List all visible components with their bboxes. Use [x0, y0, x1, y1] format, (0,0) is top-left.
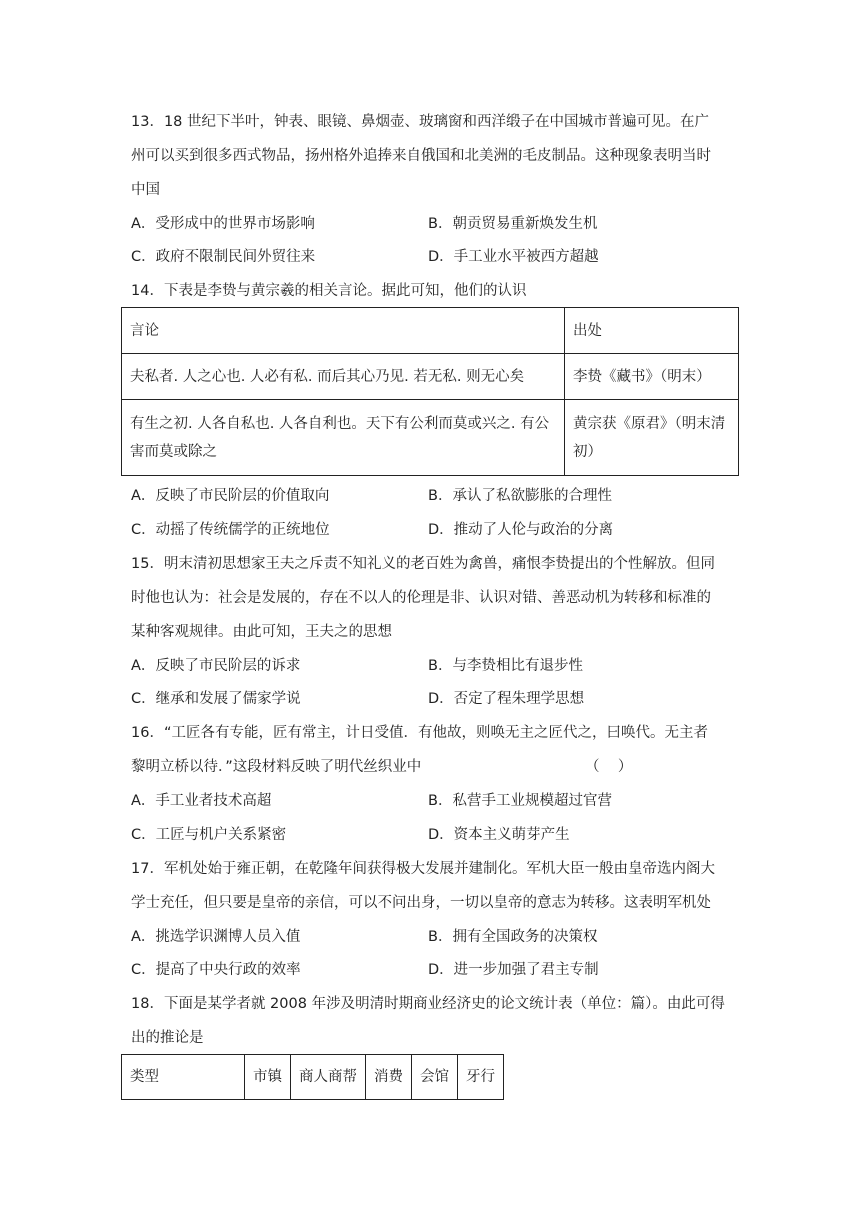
q17-option-d: D．进一步加强了君主专制 [428, 962, 599, 978]
table-header-cell: 类型 [122, 1055, 245, 1100]
table-header-cell: 商人商帮 [291, 1055, 366, 1100]
q14-option-d: D．推动了人伦与政治的分离 [428, 522, 614, 538]
q13-option-a: A．受形成中的世界市场影响 [131, 216, 315, 232]
q15-line-1: 15．明末清初思想家王夫之斥责不知礼义的老百姓为禽兽，痛恨李贽提出的个性解放。但同 [131, 556, 715, 572]
q15-line-2: 时他也认为：社会是发展的，存在不以人的伦理是非、认识对错、善恶动机为转移和标准的 [131, 590, 711, 606]
quote-cell: 夫私者. 人之心也. 人必有私. 而后其心乃见. 若无私. 则无心矣 [122, 354, 565, 400]
source-line: 黄宗获《原君》（明末清 [573, 415, 726, 432]
q16-option-d: D．资本主义萌芽产生 [428, 827, 570, 843]
q13-line-1: 13．18 世纪下半叶，钟表、眼镜、鼻烟壶、玻璃窗和西洋缎子在中国城市普遍可见。在广 [131, 114, 710, 130]
q16-option-c: C．工匠与机户关系紧密 [131, 827, 287, 843]
table-row [122, 354, 739, 400]
quote-cell [122, 400, 565, 476]
q17-option-c: C．提高了中央行政的效率 [131, 962, 301, 978]
source-cell [565, 400, 739, 476]
q14-table [121, 307, 739, 476]
table-header-cell: 出处 [565, 308, 739, 354]
quote-line: 有生之初. 人各自私也. 人各自利也。天下有公利而莫或兴之. 有公 [130, 415, 550, 432]
q15-line-3: 某种客观规律。由此可知，王夫之的思想 [131, 624, 392, 640]
q15-option-d: D．否定了程朱理学思想 [428, 691, 585, 707]
q13-line-2: 州可以买到很多西式物品，扬州格外追捧来自俄国和北美洲的毛皮制品。这种现象表明当时 [131, 148, 711, 164]
table-header-cell: 言论 [122, 308, 565, 354]
table-row [122, 400, 739, 476]
q13-option-d: D．手工业水平被西方超越 [428, 249, 599, 265]
q16-option-b: B．私营手工业规模超过官营 [428, 793, 612, 809]
q14-option-c: C．动摇了传统儒学的正统地位 [131, 522, 330, 538]
q17-option-a: A．挑选学识渊博人员入值 [131, 929, 301, 945]
q14-option-a: A．反映了市民阶层的价值取向 [131, 488, 330, 504]
table-header-cell: 消费 [366, 1055, 412, 1100]
q14-option-b: B．承认了私欲膨胀的合理性 [428, 488, 612, 504]
source-line: 初） [573, 443, 602, 460]
q14-stem: 14．下表是李贽与黄宗羲的相关言论。据此可知，他们的认识 [131, 283, 527, 299]
quote-line: 害而莫或除之 [130, 443, 217, 460]
q17-line-2: 学士充任，但只要是皇帝的亲信，可以不问出身，一切以皇帝的意志为转移。这表明军机处 [131, 895, 711, 911]
q15-option-b: B．与李贽相比有退步性 [428, 658, 583, 674]
q16-option-a: A．手工业者技术高超 [131, 793, 272, 809]
q17-option-b: B．拥有全国政务的决策权 [428, 929, 598, 945]
q18-line-1: 18．下面是某学者就 2008 年涉及明清时期商业经济史的论文统计表（单位：篇）。由此可得 [131, 996, 725, 1012]
q13-option-c: C．政府不限制民间外贸往来 [131, 249, 316, 265]
source-cell: 李贽《藏书》（明末） [565, 354, 739, 400]
q18-line-2: 出的推论是 [131, 1030, 204, 1046]
answer-blank: （ ） [585, 759, 633, 775]
q15-option-c: C．继承和发展了儒家学说 [131, 691, 301, 707]
q15-option-a: A．反映了市民阶层的诉求 [131, 658, 301, 674]
q13-option-b: B．朝贡贸易重新焕发生机 [428, 216, 598, 232]
table-header-cell: 牙行 [458, 1055, 504, 1100]
table-header-cell: 会馆 [412, 1055, 458, 1100]
table-header-row [122, 1055, 504, 1100]
table-header-row [122, 308, 739, 354]
table-header-cell: 市镇 [245, 1055, 291, 1100]
q13-line-3: 中国 [131, 182, 160, 198]
q16-line-1: 16．“工匠各有专能，匠有常主，计日受值．有他故，则唤无主之匠代之，曰唤代。无主者 [131, 725, 708, 741]
q18-table [121, 1054, 504, 1100]
q17-line-1: 17．军机处始于雍正朝，在乾隆年间获得极大发展并建制化。军机大臣一般由皇帝选内阁大 [131, 861, 715, 877]
q16-line-2: 黎明立桥以待．”这段材料反映了明代丝织业中 [131, 759, 422, 775]
